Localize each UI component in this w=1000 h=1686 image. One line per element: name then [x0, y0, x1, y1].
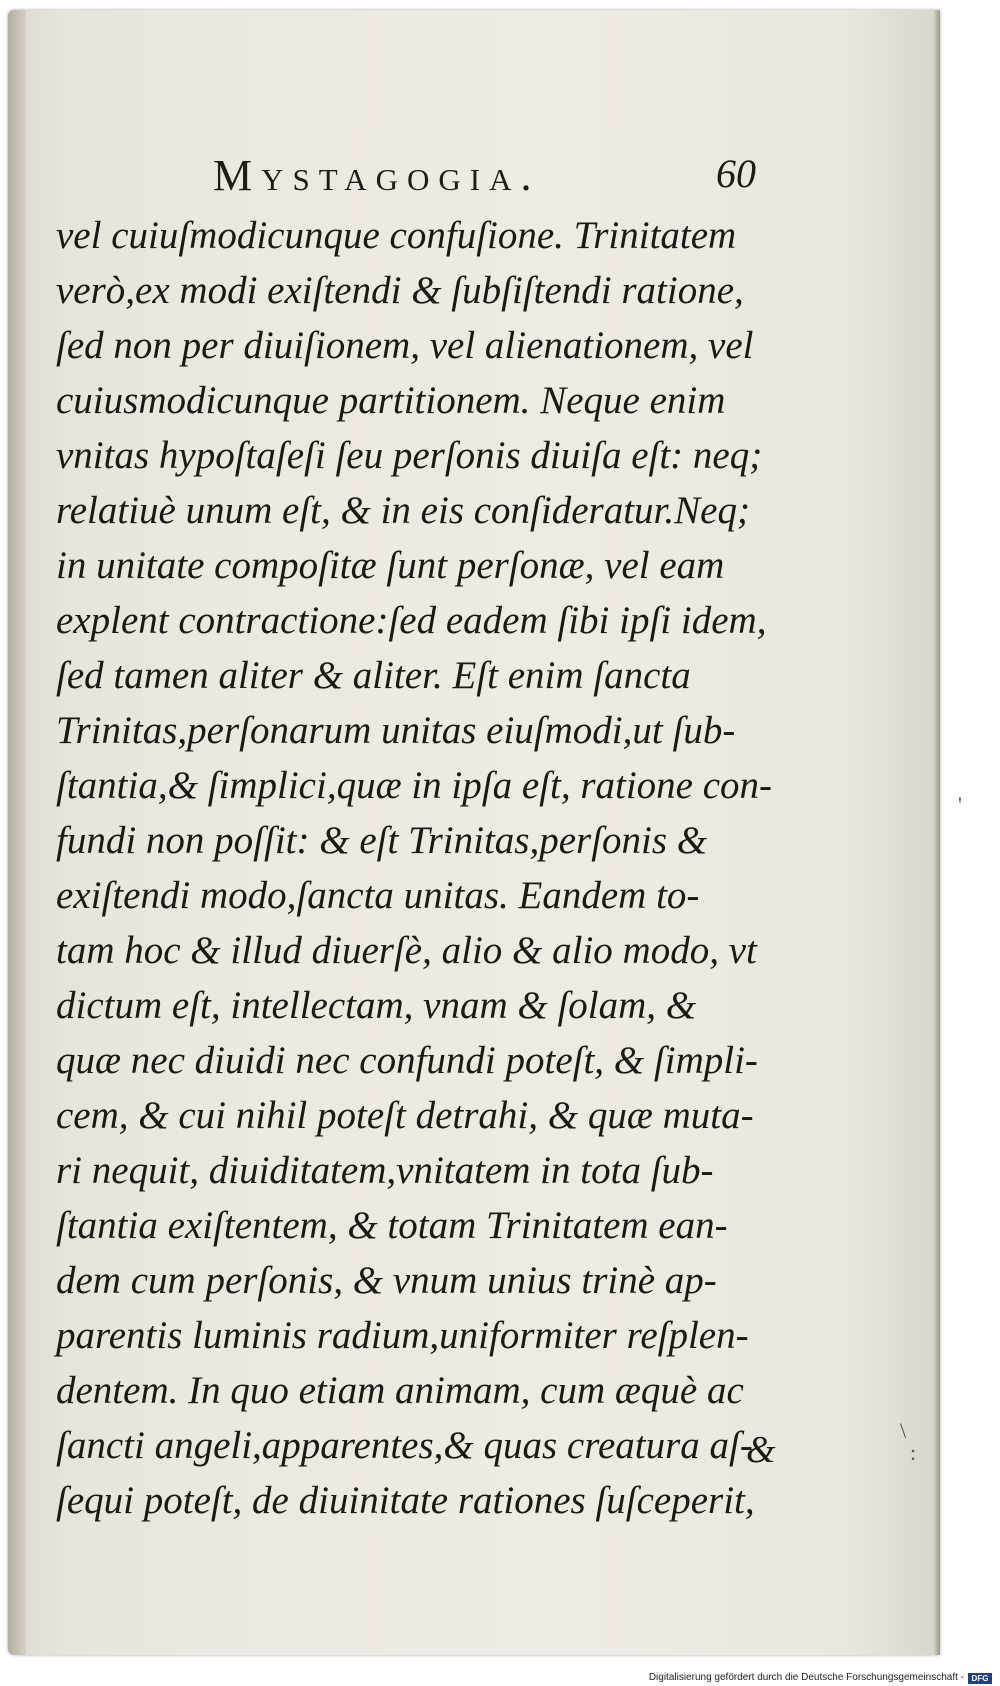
running-title: Mystagogia.: [213, 151, 541, 200]
text-line: vnitas hypoſtaſeſi ſeu perſonis diuiſa eſt: neq;: [56, 434, 763, 477]
text-line: ri nequit, diuiditatem,vnitatem in tota ſub-: [56, 1149, 714, 1192]
text-line: Trinitas,perſonarum unitas eiuſmodi,ut ſub-: [56, 709, 736, 752]
text-line: dem cum perſonis, & vnum unius trinè ap-: [56, 1259, 717, 1302]
page-number: 60: [716, 151, 756, 196]
text-line: in unitate compoſitæ ſunt perſonæ, vel eam: [56, 544, 725, 587]
text-line: ſed tamen aliter & aliter. Eſt enim ſancta: [56, 654, 691, 697]
text-line: explent contractione:ſed eadem ſibi ipſi idem,: [56, 599, 767, 642]
text-line: cem, & cui nihil poteſt detrahi, & quæ muta-: [56, 1094, 754, 1137]
text-line: ſtantia,& ſimplici,quæ in ipſa eſt, ratione con-: [56, 764, 773, 807]
catchword: &: [746, 1429, 776, 1471]
margin-speck: ': [958, 792, 962, 817]
text-line: vel cuiuſmodicunque confuſione. Trinitatem: [56, 214, 737, 257]
text-body: [56, 208, 776, 1528]
text-line: cuiusmodicunque partitionem. Neque enim: [56, 379, 726, 422]
page-edge: [934, 10, 940, 1655]
text-line: relatiuè unum eſt, & in eis conſideratur.Neq;: [56, 489, 750, 532]
book-page: [8, 10, 940, 1655]
text-line: ſtantia exiſtentem, & totam Trinitatem ean-: [56, 1204, 728, 1247]
text-line: parentis luminis radium,uniformiter reſplen-: [56, 1314, 749, 1357]
text-line: tam hoc & illud diuerſè, alio & alio modo, vt: [56, 929, 757, 972]
text-line: exiſtendi modo,ſancta unitas. Eandem to-: [56, 874, 700, 917]
text-line: dictum eſt, intellectam, vnam & ſolam, &: [56, 984, 697, 1027]
text-line: verò,ex modi exiſtendi & ſubſiſtendi ratione,: [56, 269, 744, 312]
page-header: [8, 150, 940, 200]
page-gutter: [8, 10, 26, 1655]
funding-notice: Digitalisierung gefördert durch die Deutsche Forschungsgemeinschaft -: [648, 1672, 964, 1683]
text-line: ſancti angeli,apparentes,& quas creatura aſ-: [56, 1424, 753, 1467]
text-line: ſequi poteſt, de diuinitate rationes ſuſceperit,: [56, 1479, 755, 1522]
text-line: dentem. In quo etiam animam, cum æquè ac: [56, 1369, 744, 1412]
text-line: quæ nec diuidi nec confundi poteſt, & ſimpli-: [56, 1039, 758, 1082]
footer-bar: [0, 1672, 1000, 1686]
margin-speck: \: [900, 1418, 907, 1443]
text-line: fundi non poſſit: & eſt Trinitas,perſonis &: [56, 819, 708, 862]
margin-speck: :: [910, 1440, 917, 1465]
text-line: ſed non per diuiſionem, vel alienationem, vel: [56, 324, 754, 367]
dfg-logo: DFG: [968, 1673, 992, 1684]
